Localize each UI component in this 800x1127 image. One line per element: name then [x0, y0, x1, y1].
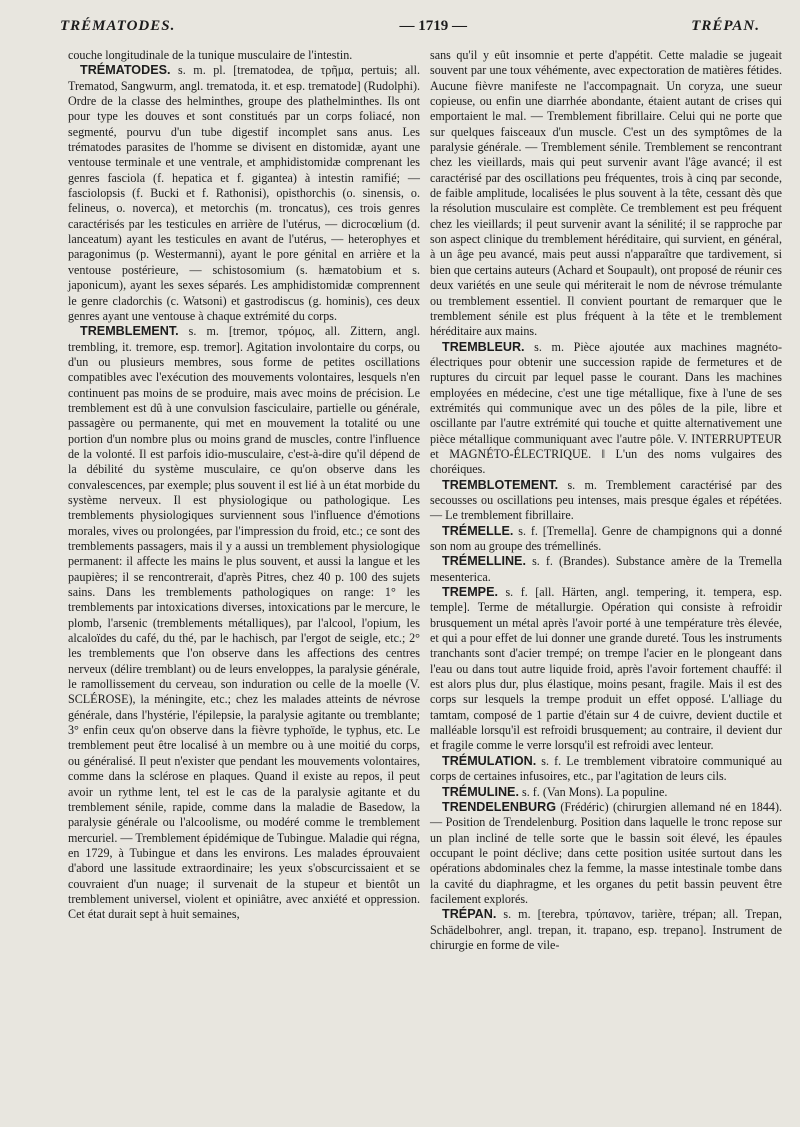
headword: TREMPE.	[442, 585, 498, 600]
headword: TRÉPAN.	[442, 907, 497, 922]
headword: TREMBLEUR.	[442, 339, 525, 354]
running-header	[60, 18, 760, 40]
entry-tremulation	[430, 754, 782, 785]
entry-tremuline	[430, 785, 782, 800]
page-number: — 1719 —	[399, 18, 468, 34]
header-left-term: TRÉMATODES.	[60, 18, 176, 34]
entry-continuation	[430, 48, 782, 340]
right-column	[430, 48, 782, 953]
headword: TRÉMATODES.	[80, 63, 171, 78]
headword: TREMBLEMENT.	[80, 324, 179, 339]
headword: TRÉMULATION.	[442, 753, 537, 768]
entry-text: s. f. Le tremblement vibratoire communiqué au corps de certaines infusoires, etc., par l'agitation de leurs cils.	[430, 753, 782, 784]
entry-trempe	[430, 585, 782, 754]
entry-text: sans qu'il y eût insomnie et perte d'appétit. Cette maladie se jugeait souvent par une toux véhémente, avec expectoration de matières fétides. Aucune fièvre manifeste ne l'accompagnait. Un coryza, une sueur copieuse, ou enfin une diarrhée abondante, étaient autant de crises qui emportaient le mal. — Tremblement fibrillaire. Celui qui ne porte que sur quelques faisceaux d'un muscle. C'est un des symptômes de la paralysie générale. — Tremblement sénile. Tremblement se rencontrant chez les vieillards, mais qui peut survenir avant l'âge avancé; il est caractérisé par des oscillations peu fréquentes, trois à cinq par seconde, de faible amplitude, localisées le plus souvent à la tête, cessant dès que la résolution musculaire est complète. Ce tremblement est peu fréquent chez les vieillards; il peut survenir avant la sénilité; il se rapproche par son aspect clinique du tremblement héréditaire, qui survient, en général, à un âge peu avancé, mais peut aussi n'apparaître que tardivement, si bien que certains auteurs (Achard et Soupault), ont proposé de réunir ces deux variétés en une seule qui mériterait le nom de névrose trémulante ou tremblement essentiel. Il convient pourtant de remarquer que le tremblement sénile est plus fréquent à la tête et le tremblement héréditaire aux mains.	[430, 48, 782, 339]
headword: TRÉMULINE.	[442, 784, 519, 799]
headword: TRÉMELLINE.	[442, 554, 526, 569]
left-column	[68, 48, 420, 923]
entry-trembleur	[430, 340, 782, 478]
entry-text: s. m. Tremblement caractérisé par des secousses ou oscillations peu intenses, mais presque égales et répétées. — Le tremblement fibrillaire.	[430, 477, 782, 523]
entry-text: s. f. (Van Mons). La populine.	[518, 784, 668, 799]
entry-continuation	[68, 48, 420, 63]
entry-trepan	[430, 907, 782, 953]
entry-tremblement	[68, 324, 420, 922]
entry-text: s. f. (Brandes). Substance amère de la Tremella mesenterica.	[430, 554, 782, 584]
headword: TRÉMELLE.	[442, 523, 514, 538]
entry-text: s. f. [Tremella]. Genre de champignons qui a donné son nom au groupe des trémellinés.	[430, 523, 782, 553]
header-right-term: TRÉPAN.	[691, 18, 760, 34]
entry-trendelenburg	[430, 800, 782, 907]
entry-text: s. m. [tremor, τρόμος, all. Zittern, angl. trembling, it. tremore, esp. tremor]. Agitation involontaire du corps, ou d'un ou plusieurs membres, sous forme de petites oscillations compatibles avec l'exécution des mouvements volontaires, lesquels n'en continuent pas moins de se produire, mais avec moins de précision. Le tremblement est dû à une convulsion fasciculaire, partielle ou générale, passagère ou permanente, qui met en mouvement la totalité ou une portion d'un nombre plus ou moins grand de muscles, contre l'influence de la volonté. Il est parfois idio-musculaire, c'est-à-dire qu'il dépend de la débilité du système musculaire, ce qu'on observe dans les convalescences, par exemple; plus souvent il est lié à un état morbide du système nerveux. Il est physiologique ou pathologique. Les tremblements physiologiques surviennent sous l'influence d'émotions morales, vives ou prolongées, par l'impression du froid, etc.; ce sont des tremblements passagers, mais il y a aussi un tremblement physiologique permanent: il affecte les mains le plus souvent, et aussi la langue et les paupières; il se rencontrerait, d'après Pitres, chez 40 p. 100 des sujets sains. Dans les tremblements pathologiques on range: 1° les tremblements par intoxications diverses, intoxications par le mercure, le plomb, l'arsenic (tremblements métalliques), par l'alcool, l'opium, les alcaloïdes du café, du thé, par le hachisch, par l'ergot de seigle, etc.; 2° les tremblements que l'on observe dans les affections des centres nerveux (délire tremblant) ou de leurs enveloppes, la paralysie générale, le ramollissement du cerveau, son induration ou celle de la moelle (V. SCLÉROSE), la méningite, etc.; chez les malades atteints de névrose générale, dans l'hystérie, l'épilepsie, la paralysie agitante ou tremblante; 3° enfin ceux qu'on observe dans la fièvre typhoïde, le typhus, etc. Le tremblement peut être localisé à un membre ou à une moitié du corps, ou généralisé. Il peut n'exister que pendant les mouvements volontaires, comme dans la sclérose en plaques. Quand il existe au repos, il peut avoir un rythme lent, tel est le cas de la paralysie agitante et du tremblement sénile, rapide, comme dans la maladie de Basedow, la paralysie générale ou l'alcoolisme, ou modéré comme le tremblement mercuriel. — Tremblement épidémique de Tubingue. Maladie qui régna, en 1729, à Tubingue et dans les environs. Les malades éprouvaient d'abord une lassitude extraordinaire; les yeux s'obscurcissaient et se couvraient d'un nuage; il survenait de la stupeur et bientôt un tremblement universel, violent et opiniâtre, avec anxiété et oppression. Cet état durait sept à huit semaines,	[68, 324, 420, 922]
entry-tremblotement	[430, 478, 782, 524]
headword: TRENDELENBURG	[442, 799, 557, 814]
entry-text: s. f. [all. Härten, angl. tempering, it. tempera, esp. temple]. Terme de métallurgie. Opération qui consiste à refroidir brusquement un métal après l'avoir porté à une température très élevée, et qui a pour effet de lui donner une grande dureté. Tous les instruments tranchants sont d'acier trempé; on trempe l'acier en le plongeant dans l'eau ou dans tout autre liquide froid, après l'avoir fortement chauffé: il est alors plus dur, plus élastique, moins pesant, fragile. Mais il est des corps sur lesquels la trempe produit un effet opposé. L'alliage du tamtam, composé de 1 partie d'étain sur 4 de cuivre, devient ductile et malléable lorsqu'il est refroidi brusquement; au contraire, il devient dur et fragile comme le verre lorsqu'il est refroidi avec lenteur.	[430, 585, 782, 753]
entry-text: s. m. [terebra, τρύπανον, tarière, trépan; all. Trepan, Schädelbohrer, angl. trepan, it. trapano, esp. trepano]. Instrument de chirurgie en forme de vile-	[430, 907, 782, 952]
entry-tremelle	[430, 524, 782, 555]
headword: TREMBLOTEMENT.	[442, 477, 559, 492]
entry-text: (Frédéric) (chirurgien allemand né en 1844). — Position de Trendelenburg. Position dans laquelle le tronc repose sur un plan incliné de telle sorte que le bassin soit élevé, les épaules occupant le point déclive; dans cette position usitée surtout dans les opérations abdominales chez la femme, la masse intestinale tombe dans la cavité du diaphragme, et les organes du petit bassin peuvent être facilement explorés.	[430, 799, 782, 906]
entry-tremelline	[430, 554, 782, 585]
entry-text: s. m. Pièce ajoutée aux machines magnéto-électriques pour obtenir une succession rapide de fermetures et de ruptures du circuit par lequel passe le courant. Dans les machines employées en médecine, c'est une tige métallique, fixe à l'une de ses extrémités qui communique avec un des pôles de la pile, libre et oscillante par l'autre extrémité qui touche et quitte alternativement une pièce métallique communiquant avec l'autre pôle. V. INTERRUPTEUR et MAGNÉTO-ÉLECTRIQUE. ‖ L'un des noms vulgaires des choréiques.	[430, 339, 782, 477]
entry-text: s. m. pl. [trematodea, de τρῆμα, pertuis; all. Trematod, Sangwurm, angl. trematoda, it. et esp. trematode] (Rudolphi). Ordre de la classe des helminthes, groupe des plathelminthes. Ils ont pour type les douves et sont constitués par un corps foliacé, non segmenté, pourvu d'un tube digestif incomplet sans anus. Les trématodes parasites de l'homme se divisent en distomidæ, ayant une ventouse terminale et une ventrale, et amphidistomidæ comprenant les genres fasciola (f. hepatica et f. gigantea) à intestin ramifié; — fasciolopsis (f. Bucki et f. Rathonisi), opisthorchis (o. sinensis, o. felineus, o. noverca), et metorchis (m. troncatus), ces trois genres caractérisés par les testicules en arrière de l'utérus, — dicrocœlium (d. lanceatum) ayant les testicules en avant de l'utérus, — heterophyes et paragonimus (p. Westermanni), ayant le pore génital en arrière et la ventouse postérieure, — schistosomium (s. hæmatobium et s. japonicum), ayant les sexes séparés. Les amphidistomidæ comprennent le genre cladorchis (c. Watsoni) et gastrodiscus (g. hominis), ces deux genres ayant une ventouse à chaque extrémité du corps.	[68, 63, 420, 323]
entry-text: couche longitudinale de la tunique musculaire de l'intestin.	[68, 48, 353, 62]
entry-trematodes	[68, 63, 420, 324]
